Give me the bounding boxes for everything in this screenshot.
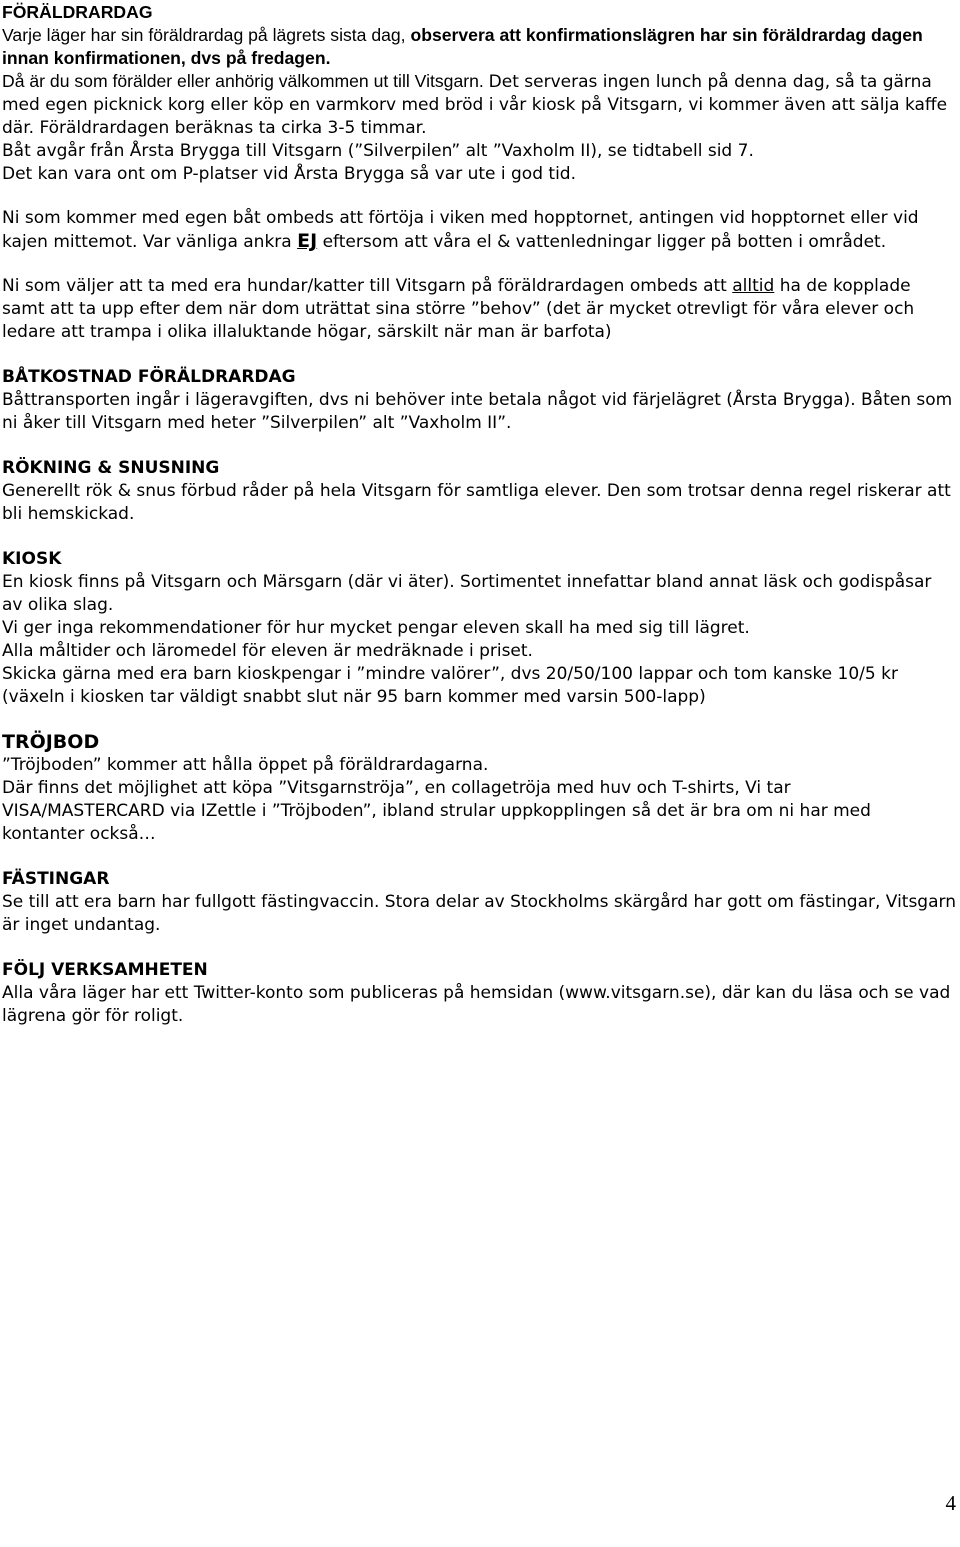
paragraph-kiosk-2: Vi ger inga rekommendationer för hur mycket pengar eleven skall ha med sig till lägret. — [2, 618, 750, 638]
text-intro: Varje läger har sin föräldrardag på lägrets sista dag, — [2, 25, 411, 45]
paragraph-ticks: Se till att era barn har fullgott fästingvaccin. Stora delar av Stockholms skärgård har gott om fästingar, Vitsgarn är inget undantag. — [2, 892, 956, 935]
document-page — [2, 1, 956, 1028]
page-number: 4 — [945, 1491, 956, 1515]
paragraph-kiosk-1: En kiosk finns på Vitsgarn och Märsgarn (där vi äter). Sortimentet innefattar bland annat läsk och godispåsar av olika slag. — [2, 572, 932, 615]
paragraph-smoking: Generellt rök & snus förbud råder på hela Vitsgarn för samtliga elever. Den som trotsar denna regel riskerar att bli hemskickad. — [2, 481, 951, 524]
text-alltid: alltid — [732, 276, 775, 296]
section-title-fastingar: FÄSTINGAR — [2, 869, 110, 889]
paragraph-kiosk-3: Alla måltider och läromedel för eleven är medräknade i priset. — [2, 641, 533, 661]
text-pets-rest: ha de kopplade samt att ta upp efter dem när dom uträttat sina större ”behov” (det är mycket otrevligt för våra elever och ledare att trampa i olika illaluktande högar, särskilt när man är barfota) — [2, 276, 915, 342]
text-pets: Ni som väljer att ta med era hundar/katter till Vitsgarn på föräldrardagen ombeds att — [2, 276, 733, 296]
section-title-rokning: RÖKNING & SNUSNING — [2, 458, 220, 478]
paragraph-parking: Det kan vara ont om P-platser vid Årsta Brygga så var ute i god tid. — [2, 164, 576, 184]
paragraph-own-boat — [2, 207, 956, 254]
text-ej: EJ — [297, 230, 318, 252]
section-title-batkostnad: BÅTKOSTNAD FÖRÄLDRARDAG — [2, 367, 296, 387]
section-folj — [2, 959, 956, 1028]
section-trojbod — [2, 731, 956, 846]
section-batkostnad — [2, 366, 956, 435]
paragraph-welcome — [2, 70, 956, 140]
section-rokning — [2, 457, 956, 526]
paragraph-pets — [2, 275, 956, 344]
text-confirmation-note: observera att konfirmationslägren har sin föräldrardag dagen innan konfirmationen, dvs på fredagen. — [2, 25, 923, 68]
paragraph-kiosk-4: Skicka gärna med era barn kioskpengar i ”mindre valörer”, dvs 20/50/100 lappar och tom kanske 10/5 kr (växeln i kiosken tar väldigt snabbt slut när 95 barn kommer med varsin 500-lapp) — [2, 664, 898, 707]
section-fastingar — [2, 868, 956, 937]
paragraph-boat-cost: Båttransporten ingår i lägeravgiften, dvs ni behöver inte betala något vid färjelägret (Årsta Brygga). Båten som ni åker till Vitsgarn med heter ”Silverpilen” alt ”Vaxholm II”. — [2, 390, 953, 433]
section-title-folj: FÖLJ VERKSAMHETEN — [2, 960, 208, 980]
section-kiosk — [2, 548, 956, 709]
text-cables: eftersom att våra el & vattenledningar ligger på botten i området. — [317, 232, 887, 252]
paragraph-trojbod-1: ”Tröjboden” kommer att hålla öppet på föräldrardagarna. — [2, 755, 489, 775]
section-title-foraldrardag: FÖRÄLDRARDAG — [2, 2, 153, 22]
text-lunch: Det serveras ingen lunch på denna dag, så ta gärna med egen picknick korg eller köp en varmkorv med bröd i vår kiosk på Vitsgarn, vi kommer även att sälja kaffe där. Föräldrardagen beräknas ta cirka 3-5 timmar. — [2, 72, 948, 138]
paragraph-boat-departure: Båt avgår från Årsta Brygga till Vitsgarn (”Silverpilen” alt ”Vaxholm II), se tidtabell sid 7. — [2, 141, 754, 161]
paragraph-follow: Alla våra läger har ett Twitter-konto som publiceras på hemsidan (www.vitsgarn.se), där kan du läsa och se vad lägrena gör för roligt. — [2, 983, 951, 1026]
paragraph-parent-day — [2, 24, 956, 70]
section-title-trojbod: TRÖJBOD — [2, 731, 100, 753]
text-welcome: Då är du som förälder eller anhörig välkommen ut till Vitsgarn. — [2, 71, 489, 91]
paragraph-trojbod-2: Där finns det möjlighet att köpa ”Vitsgarnströja”, en collagetröja med huv och T-shirts, Vi tar VISA/MASTERCARD via IZettle i ”Tröjboden”, ibland strular uppkopplingen så det är bra om ni har med kontanter också… — [2, 778, 871, 844]
section-title-kiosk: KIOSK — [2, 549, 62, 569]
text-own-boat: Ni som kommer med egen båt ombeds att förtöja i viken med hopptornet, antingen vid hopptornet eller vid kajen mittemot. Var vänliga ankra — [2, 208, 919, 252]
section-foraldrardag — [2, 1, 956, 344]
